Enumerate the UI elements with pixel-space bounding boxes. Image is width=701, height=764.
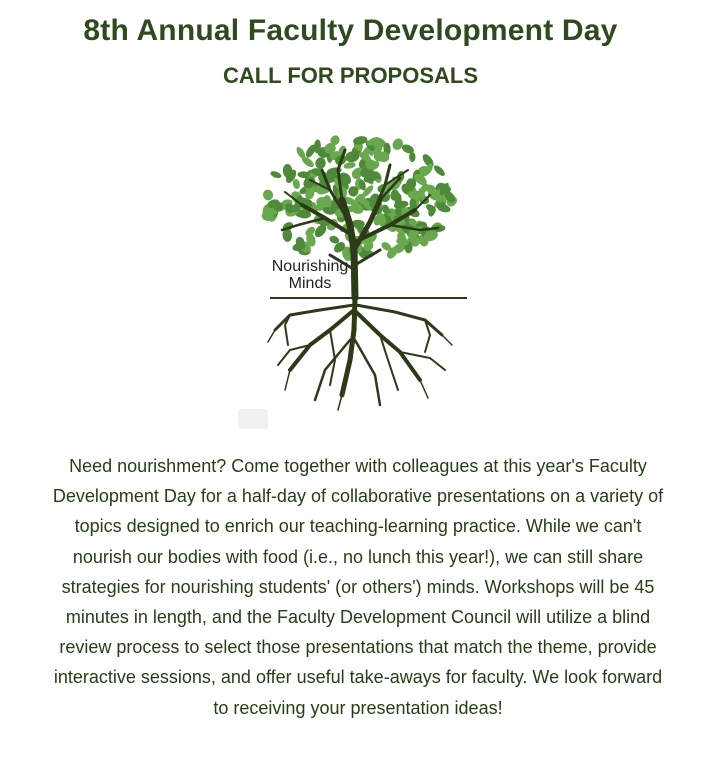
leaf-mark bbox=[432, 164, 446, 178]
image-placeholder-badge bbox=[238, 409, 268, 429]
page-title: 8th Annual Faculty Development Day bbox=[83, 14, 618, 47]
leaf-mark bbox=[269, 170, 282, 180]
leaf-mark bbox=[314, 157, 326, 170]
description-paragraph: Need nourishment? Come together with colleagues at this year's Faculty Development Day for a half-day of collaborative presentations on a variety of topics designed to enrich our teaching-learning practice. While we can't nourish our bodies with food (i.e., no lunch this year!), we can still share strategies for nourishing students' (or others') minds. Workshops will be 45 minutes in length, and the Faculty Development Council will utilize a blind review process to select those presentations that match the theme, provide interactive sessions, and offer useful take-aways for faculty. We look forward to receiving your presentation ideas! bbox=[52, 456, 664, 718]
page-subtitle: CALL FOR PROPOSALS bbox=[222, 63, 479, 88]
leaf-mark bbox=[262, 188, 274, 201]
leaf-mark bbox=[265, 210, 274, 220]
roots bbox=[268, 298, 452, 410]
logo-text-line2: Minds bbox=[288, 275, 332, 292]
logo-text-line1: Nourishing bbox=[271, 258, 349, 275]
nourishing-minds-logo bbox=[230, 130, 480, 415]
